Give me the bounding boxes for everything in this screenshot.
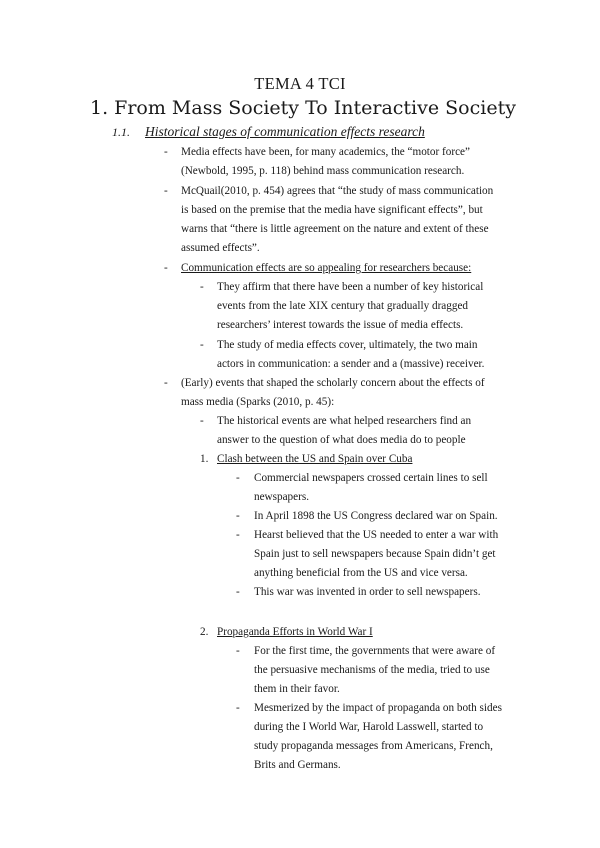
list-number: 2. [200, 626, 209, 638]
text-line: mass media (Sparks (2010, p. 45): [181, 396, 335, 408]
bullet-dash: - [236, 645, 240, 657]
subsection-title: Historical stages of communication effects research [145, 124, 425, 139]
text-line: The study of media effects cover, ultimately, the two main [217, 339, 478, 351]
text-line: In April 1898 the US Congress declared war on Spain. [254, 510, 498, 522]
text-line: researchers’ interest towards the issue of media effects. [217, 319, 464, 331]
document-title: TEMA 4 TCI [254, 74, 346, 93]
bullet-dash: - [164, 146, 168, 158]
bullet-dash: - [164, 262, 168, 274]
text-line: study propaganda messages from Americans, French, [254, 740, 493, 752]
text-line: answer to the question of what does media do to people [217, 434, 466, 446]
bullet-dash: - [236, 586, 240, 598]
bullet-dash: - [164, 185, 168, 197]
text-line: during the I World War, Harold Lasswell, started to [254, 721, 484, 733]
bullet-dash: - [236, 702, 240, 714]
bullet-dash: - [236, 510, 240, 522]
text-line: Brits and Germans. [254, 759, 341, 771]
text-line: anything beneficial from the US and vice versa. [254, 567, 468, 579]
text-line: is based on the premise that the media have significant effects”, but [181, 204, 483, 216]
text-line: newspapers. [254, 491, 309, 503]
text-line: They affirm that there have been a number of key historical [217, 281, 484, 293]
text-line: actors in communication: a sender and a (massive) receiver. [217, 358, 485, 370]
subsection-number: 1.1. [112, 125, 130, 139]
bullet-dash: - [236, 472, 240, 484]
text-line: Commercial newspapers crossed certain lines to sell [254, 472, 488, 484]
text-line-underlined: Clash between the US and Spain over Cuba [217, 453, 413, 465]
text-line: assumed effects”. [181, 242, 260, 254]
subsection-heading [112, 124, 425, 140]
text-line [181, 143, 530, 162]
bullet-dash: - [200, 415, 204, 427]
bullet-dash: - [164, 377, 168, 389]
section-heading: 1. From Mass Society To Interactive Society [90, 97, 516, 119]
text-line-underlined: Propaganda Efforts in World War I [217, 626, 373, 638]
text-line: warns that “there is little agreement on the nature and extent of these [181, 223, 489, 235]
text-line-underlined: Communication effects are so appealing for researchers because: [181, 262, 472, 274]
bullet-dash: - [200, 339, 204, 351]
bullet-dash: - [236, 529, 240, 541]
text-line: (Newbold, 1995, p. 118) behind mass communication research. [181, 165, 465, 177]
text-line: This war was invented in order to sell newspapers. [254, 586, 481, 598]
text-line: McQuail(2010, p. 454) agrees that “the study of mass communication [181, 185, 494, 197]
text-line: Hearst believed that the US needed to enter a war with [254, 529, 499, 541]
text-line: them in their favor. [254, 683, 340, 695]
text-line: The historical events are what helped researchers find an [217, 415, 472, 427]
text-line: events from the late XIX century that gradually dragged [217, 300, 469, 312]
text-line: Mesmerized by the impact of propaganda on both sides [254, 702, 502, 714]
text-line: For the first time, the governments that were aware of [254, 645, 496, 657]
text-line: (Early) events that shaped the scholarly concern about the effects of [181, 377, 485, 389]
text-line: the persuasive mechanisms of the media, tried to use [254, 664, 490, 676]
text-line: Spain just to sell newspapers because Spain didn’t get [254, 548, 496, 560]
list-number: 1. [200, 453, 209, 465]
bullet-dash: - [200, 281, 204, 293]
line-text: Media effects have been, for many academics, the “motor force” [181, 146, 470, 158]
